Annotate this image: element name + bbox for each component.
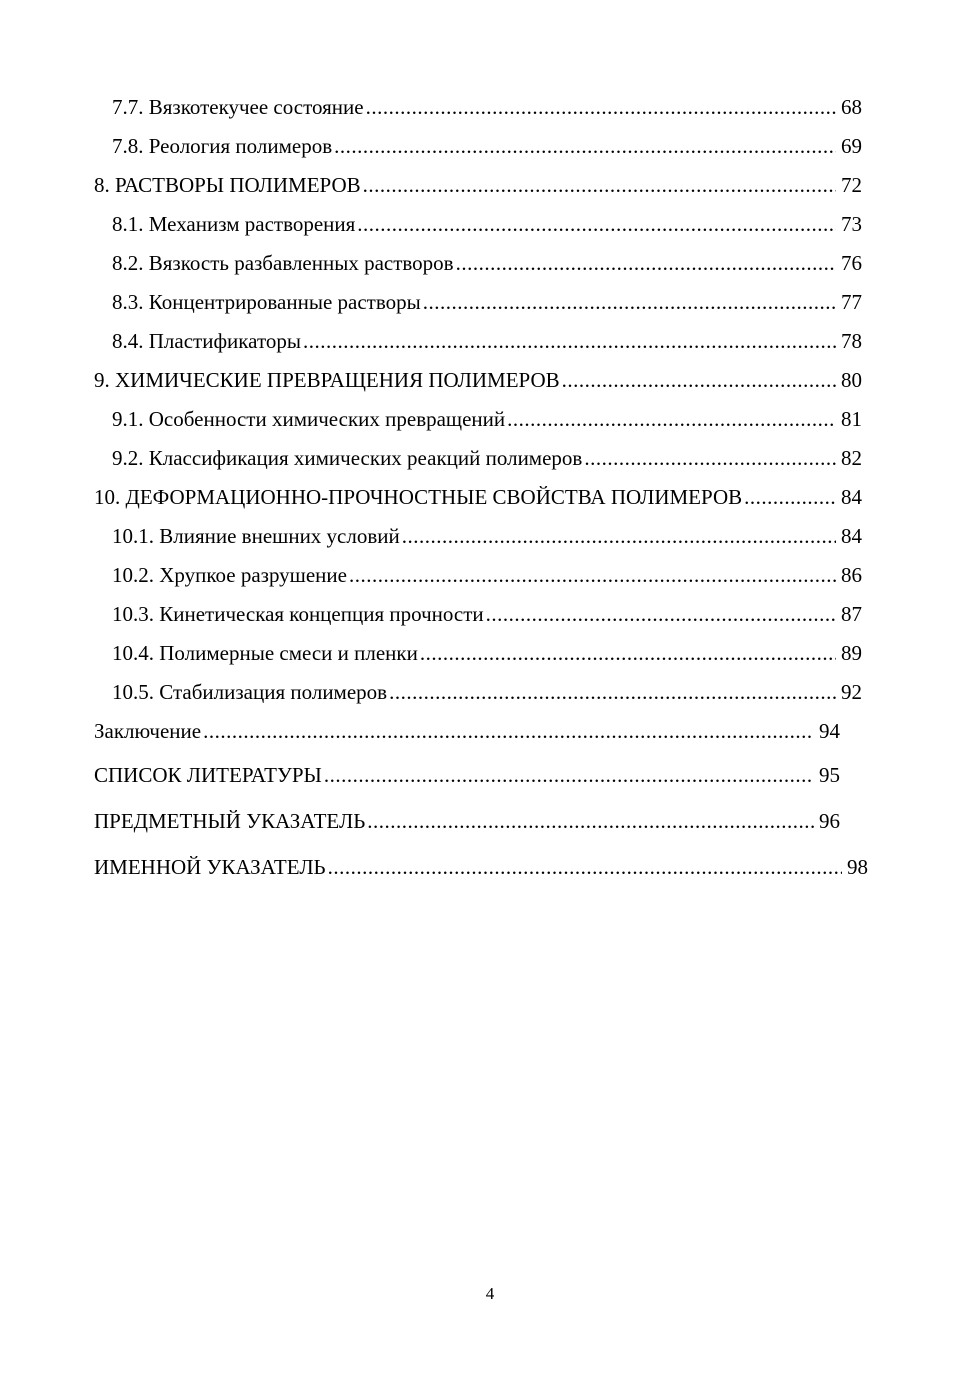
toc-entry-title: 9.2. Классификация химических реакций полимеров <box>112 446 583 470</box>
toc-entry-title: 10.2. Хрупкое разрушение <box>112 563 347 587</box>
toc-entry-page: 69 <box>841 134 862 158</box>
toc-entry-page: 72 <box>841 173 862 197</box>
toc-entry-page: 76 <box>841 251 862 275</box>
toc-entry-page: 96 <box>819 809 840 833</box>
toc-entry-page: 82 <box>841 446 862 470</box>
dot-leader <box>303 322 836 361</box>
toc-entry-page: 68 <box>841 95 862 119</box>
dot-leader <box>456 244 836 283</box>
toc-entry-title: 8. РАСТВОРЫ ПОЛИМЕРОВ <box>94 173 361 197</box>
toc-entry-page: 86 <box>841 563 862 587</box>
toc-entry-page: 77 <box>841 290 862 314</box>
dot-leader <box>328 844 842 890</box>
toc-entry-title: 8.3. Концентрированные растворы <box>112 290 421 314</box>
toc-entry-title: 8.4. Пластификаторы <box>112 329 301 353</box>
toc-entry-title: ИМЕННОЙ УКАЗАТЕЛЬ <box>94 855 326 879</box>
toc-entry[interactable] <box>94 634 862 673</box>
toc-entry-title: 10. ДЕФОРМАЦИОННО-ПРОЧНОСТНЫЕ СВОЙСТВА ПОЛИМЕРОВ <box>94 485 743 509</box>
dot-leader <box>324 752 814 798</box>
dot-leader <box>584 439 836 478</box>
toc-entry-page: 73 <box>841 212 862 236</box>
toc-entry[interactable] <box>94 127 862 166</box>
dot-leader <box>562 361 836 400</box>
toc-entry[interactable] <box>94 244 862 283</box>
toc-entry[interactable] <box>94 88 862 127</box>
dot-leader <box>367 798 814 844</box>
toc-entry-page: 95 <box>819 763 840 787</box>
dot-leader <box>334 127 836 166</box>
toc-entry-title: 7.7. Вязкотекучее состояние <box>112 95 364 119</box>
dot-leader <box>507 400 836 439</box>
dot-leader <box>402 517 836 556</box>
toc-entry[interactable] <box>94 556 862 595</box>
toc-entry[interactable] <box>94 205 862 244</box>
toc-entry-page: 94 <box>819 719 840 743</box>
toc-entry-title: 10.3. Кинетическая концепция прочности <box>112 602 484 626</box>
toc-entry[interactable] <box>94 439 862 478</box>
toc-entry[interactable] <box>94 844 868 890</box>
dot-leader <box>744 478 836 517</box>
toc-entry[interactable] <box>94 400 862 439</box>
dot-leader <box>420 634 836 673</box>
toc-entry-title: 7.8. Реология полимеров <box>112 134 333 158</box>
toc-entry-page: 84 <box>841 524 862 548</box>
dot-leader <box>486 595 836 634</box>
toc-entry-page: 80 <box>841 368 862 392</box>
toc-entry[interactable] <box>94 322 862 361</box>
toc-entry-title: 8.1. Механизм растворения <box>112 212 356 236</box>
toc-entry-page: 81 <box>841 407 862 431</box>
toc-entry-title: 9. ХИМИЧЕСКИЕ ПРЕВРАЩЕНИЯ ПОЛИМЕРОВ <box>94 368 560 392</box>
dot-leader <box>357 205 836 244</box>
toc-entry-page: 92 <box>841 680 862 704</box>
dot-leader <box>363 166 836 205</box>
toc-entry-title: СПИСОК ЛИТЕРАТУРЫ <box>94 763 322 787</box>
toc-entry-title: 9.1. Особенности химических превращений <box>112 407 506 431</box>
toc-entry[interactable] <box>94 712 840 752</box>
toc-entry-title: 8.2. Вязкость разбавленных растворов <box>112 251 454 275</box>
toc-entry-page: 98 <box>847 855 868 879</box>
toc-entry[interactable] <box>94 752 840 798</box>
dot-leader <box>349 556 836 595</box>
page-number: 4 <box>485 1284 495 1303</box>
toc-entry[interactable] <box>94 798 840 844</box>
dot-leader <box>366 88 836 127</box>
dot-leader <box>389 673 836 712</box>
toc-entry-page: 84 <box>841 485 862 509</box>
toc-entry[interactable] <box>94 166 862 205</box>
toc-entry-title: 10.5. Стабилизация полимеров <box>112 680 388 704</box>
toc-entry-title: 10.1. Влияние внешних условий <box>112 524 400 548</box>
dot-leader <box>203 712 814 751</box>
toc-entry-page: 78 <box>841 329 862 353</box>
toc-entry[interactable] <box>94 595 862 634</box>
toc-entry-title: 10.4. Полимерные смеси и пленки <box>112 641 418 665</box>
table-of-contents <box>94 88 868 890</box>
toc-entry-title: Заключение <box>94 719 202 743</box>
toc-entry-title: ПРЕДМЕТНЫЙ УКАЗАТЕЛЬ <box>94 809 366 833</box>
toc-entry-page: 87 <box>841 602 862 626</box>
toc-entry[interactable] <box>94 673 862 712</box>
toc-entry-page: 89 <box>841 641 862 665</box>
toc-entry[interactable] <box>94 478 862 517</box>
toc-entry[interactable] <box>94 517 862 556</box>
toc-entry[interactable] <box>94 361 862 400</box>
toc-entry[interactable] <box>94 283 862 322</box>
dot-leader <box>423 283 836 322</box>
